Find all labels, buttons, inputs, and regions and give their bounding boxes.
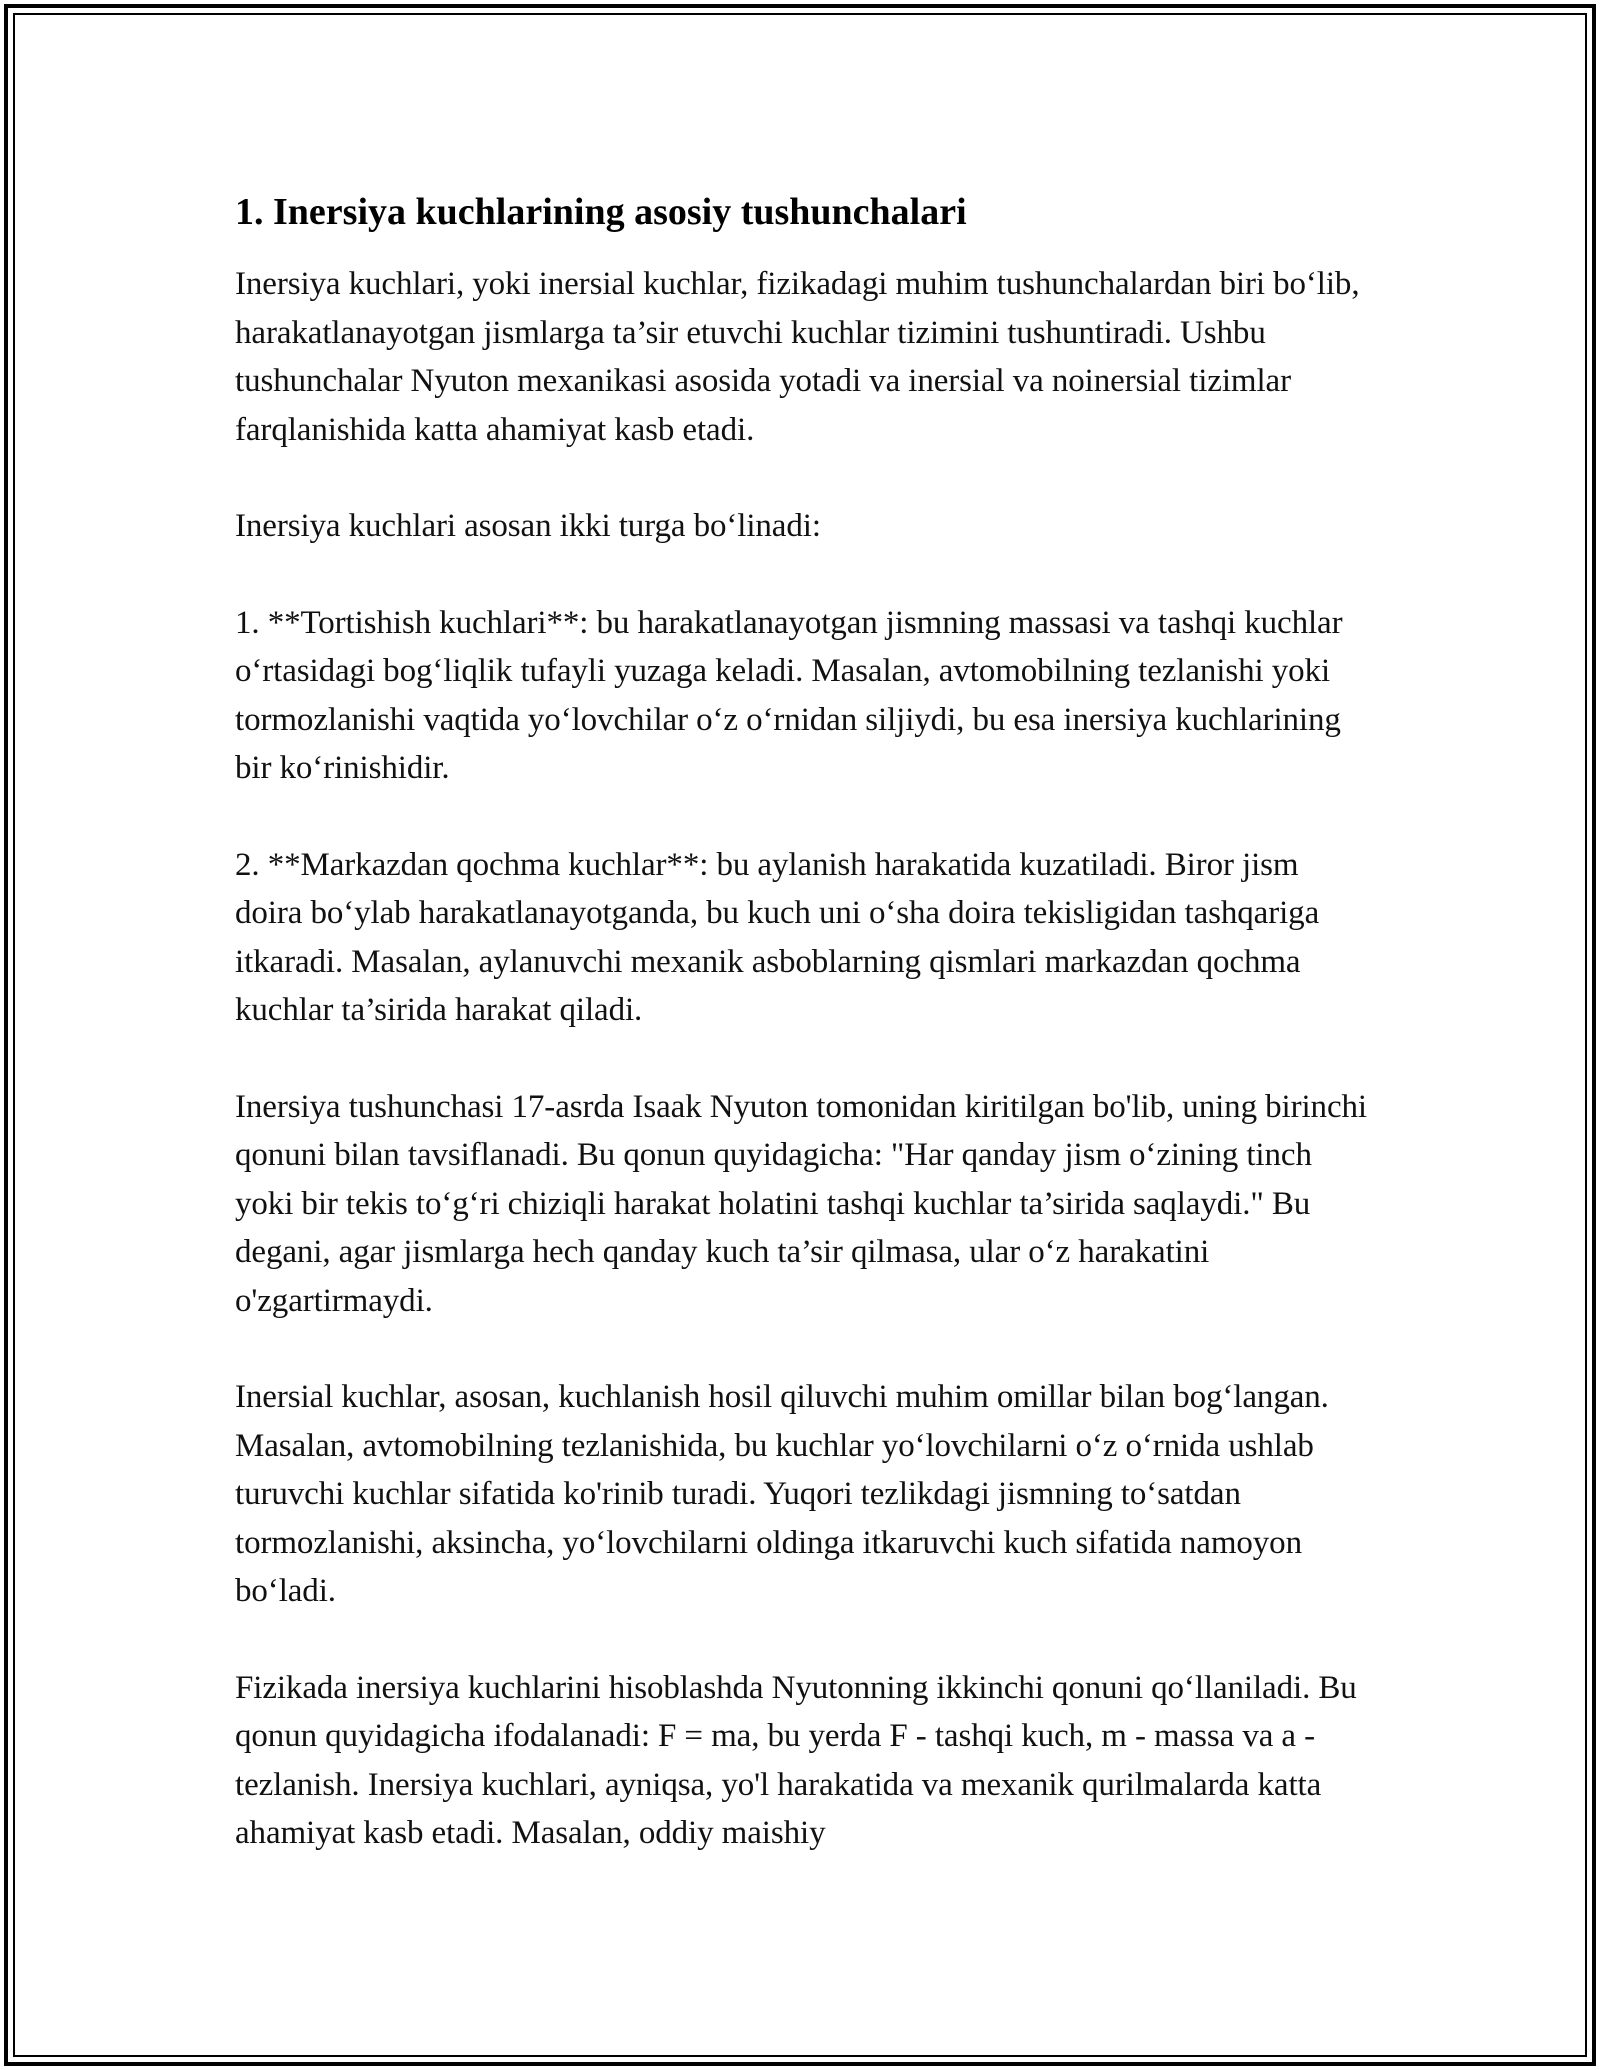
paragraph-centrifugal-forces: 2. **Markazdan qochma kuchlar**: bu aylanish harakatida kuzatiladi. Biror jism doira bo‘ylab harakatlanayotganda, bu kuch uni o‘sha doira tekisligidan tashqariga itkaradi. Masalan, aylanuvchi mexanik asboblarning qismlari markazdan qochma kuchlar ta’sirida harakat qiladi. bbox=[235, 846, 1320, 1028]
document-body bbox=[235, 186, 1370, 1858]
paragraph-gravitational-forces: 1. **Tortishish kuchlari**: bu harakatlanayotgan jismning massasi va tashqi kuchlar o‘rtasidagi bog‘liqlik tufayli yuzaga keladi. Masalan, avtomobilning tezlanishi yoki tormozlanishi vaqtida yo‘lovchilar o‘z o‘rnidan siljiydi, bu esa inersiya kuchlarining bir ko‘rinishidir. bbox=[235, 604, 1343, 786]
paragraph-types-intro: Inersiya kuchlari asosan ikki turga bo‘linadi: bbox=[235, 508, 821, 544]
paragraph-intro: Inersiya kuchlari, yoki inersial kuchlar, fizikadagi muhim tushunchalardan biri bo‘lib, harakatlanayotgan jismlarga ta’sir etuvchi kuchlar tizimini tushuntiradi. Ushbu tushunchalar Nyuton mexanikasi asosida yotadi va inersial va noinersial tizimlar farqlanishida katta ahamiyat kasb etadi. bbox=[235, 266, 1360, 448]
paragraph-inertial-forces: Inersial kuchlar, asosan, kuchlanish hosil qiluvchi muhim omillar bilan bog‘langan. Masalan, avtomobilning tezlanishida, bu kuchlar yo‘lovchilarni o‘z o‘rnida ushlab turuvchi kuchlar sifatida ko'rinib turadi. Yuqori tezlikdagi jismning to‘satdan tormozlanishi, aksincha, yo‘lovchilarni oldinga itkaruvchi kuch sifatida namoyon bo‘ladi. bbox=[235, 1379, 1329, 1609]
paragraph-newton-second-law: Fizikada inersiya kuchlarini hisoblashda Nyutonning ikkinchi qonuni qo‘llaniladi. Bu qonun quyidagicha ifodalanadi: F = ma, bu yerda F - tashqi kuch, m - massa va a - tezlanish. Inersiya kuchlari, ayniqsa, yo'l harakatida va mexanik qurilmalarda katta ahamiyat kasb etadi. Masalan, oddiy maishiy bbox=[235, 1669, 1357, 1851]
section-heading: 1. Inersiya kuchlarining asosiy tushunchalari bbox=[235, 191, 967, 233]
paragraph-newton-first-law: Inersiya tushunchasi 17-asrda Isaak Nyuton tomonidan kiritilgan bo'lib, uning birinchi qonuni bilan tavsiflanadi. Bu qonun quyidagicha: "Har qanday jism o‘zining tinch yoki bir tekis to‘g‘ri chiziqli harakat holatini tashqi kuchlar ta’sirida saqlaydi." Bu degani, agar jismlarga hech qanday kuch ta’sir qilmasa, ular o‘z harakatini o'zgartirmaydi. bbox=[235, 1088, 1367, 1319]
